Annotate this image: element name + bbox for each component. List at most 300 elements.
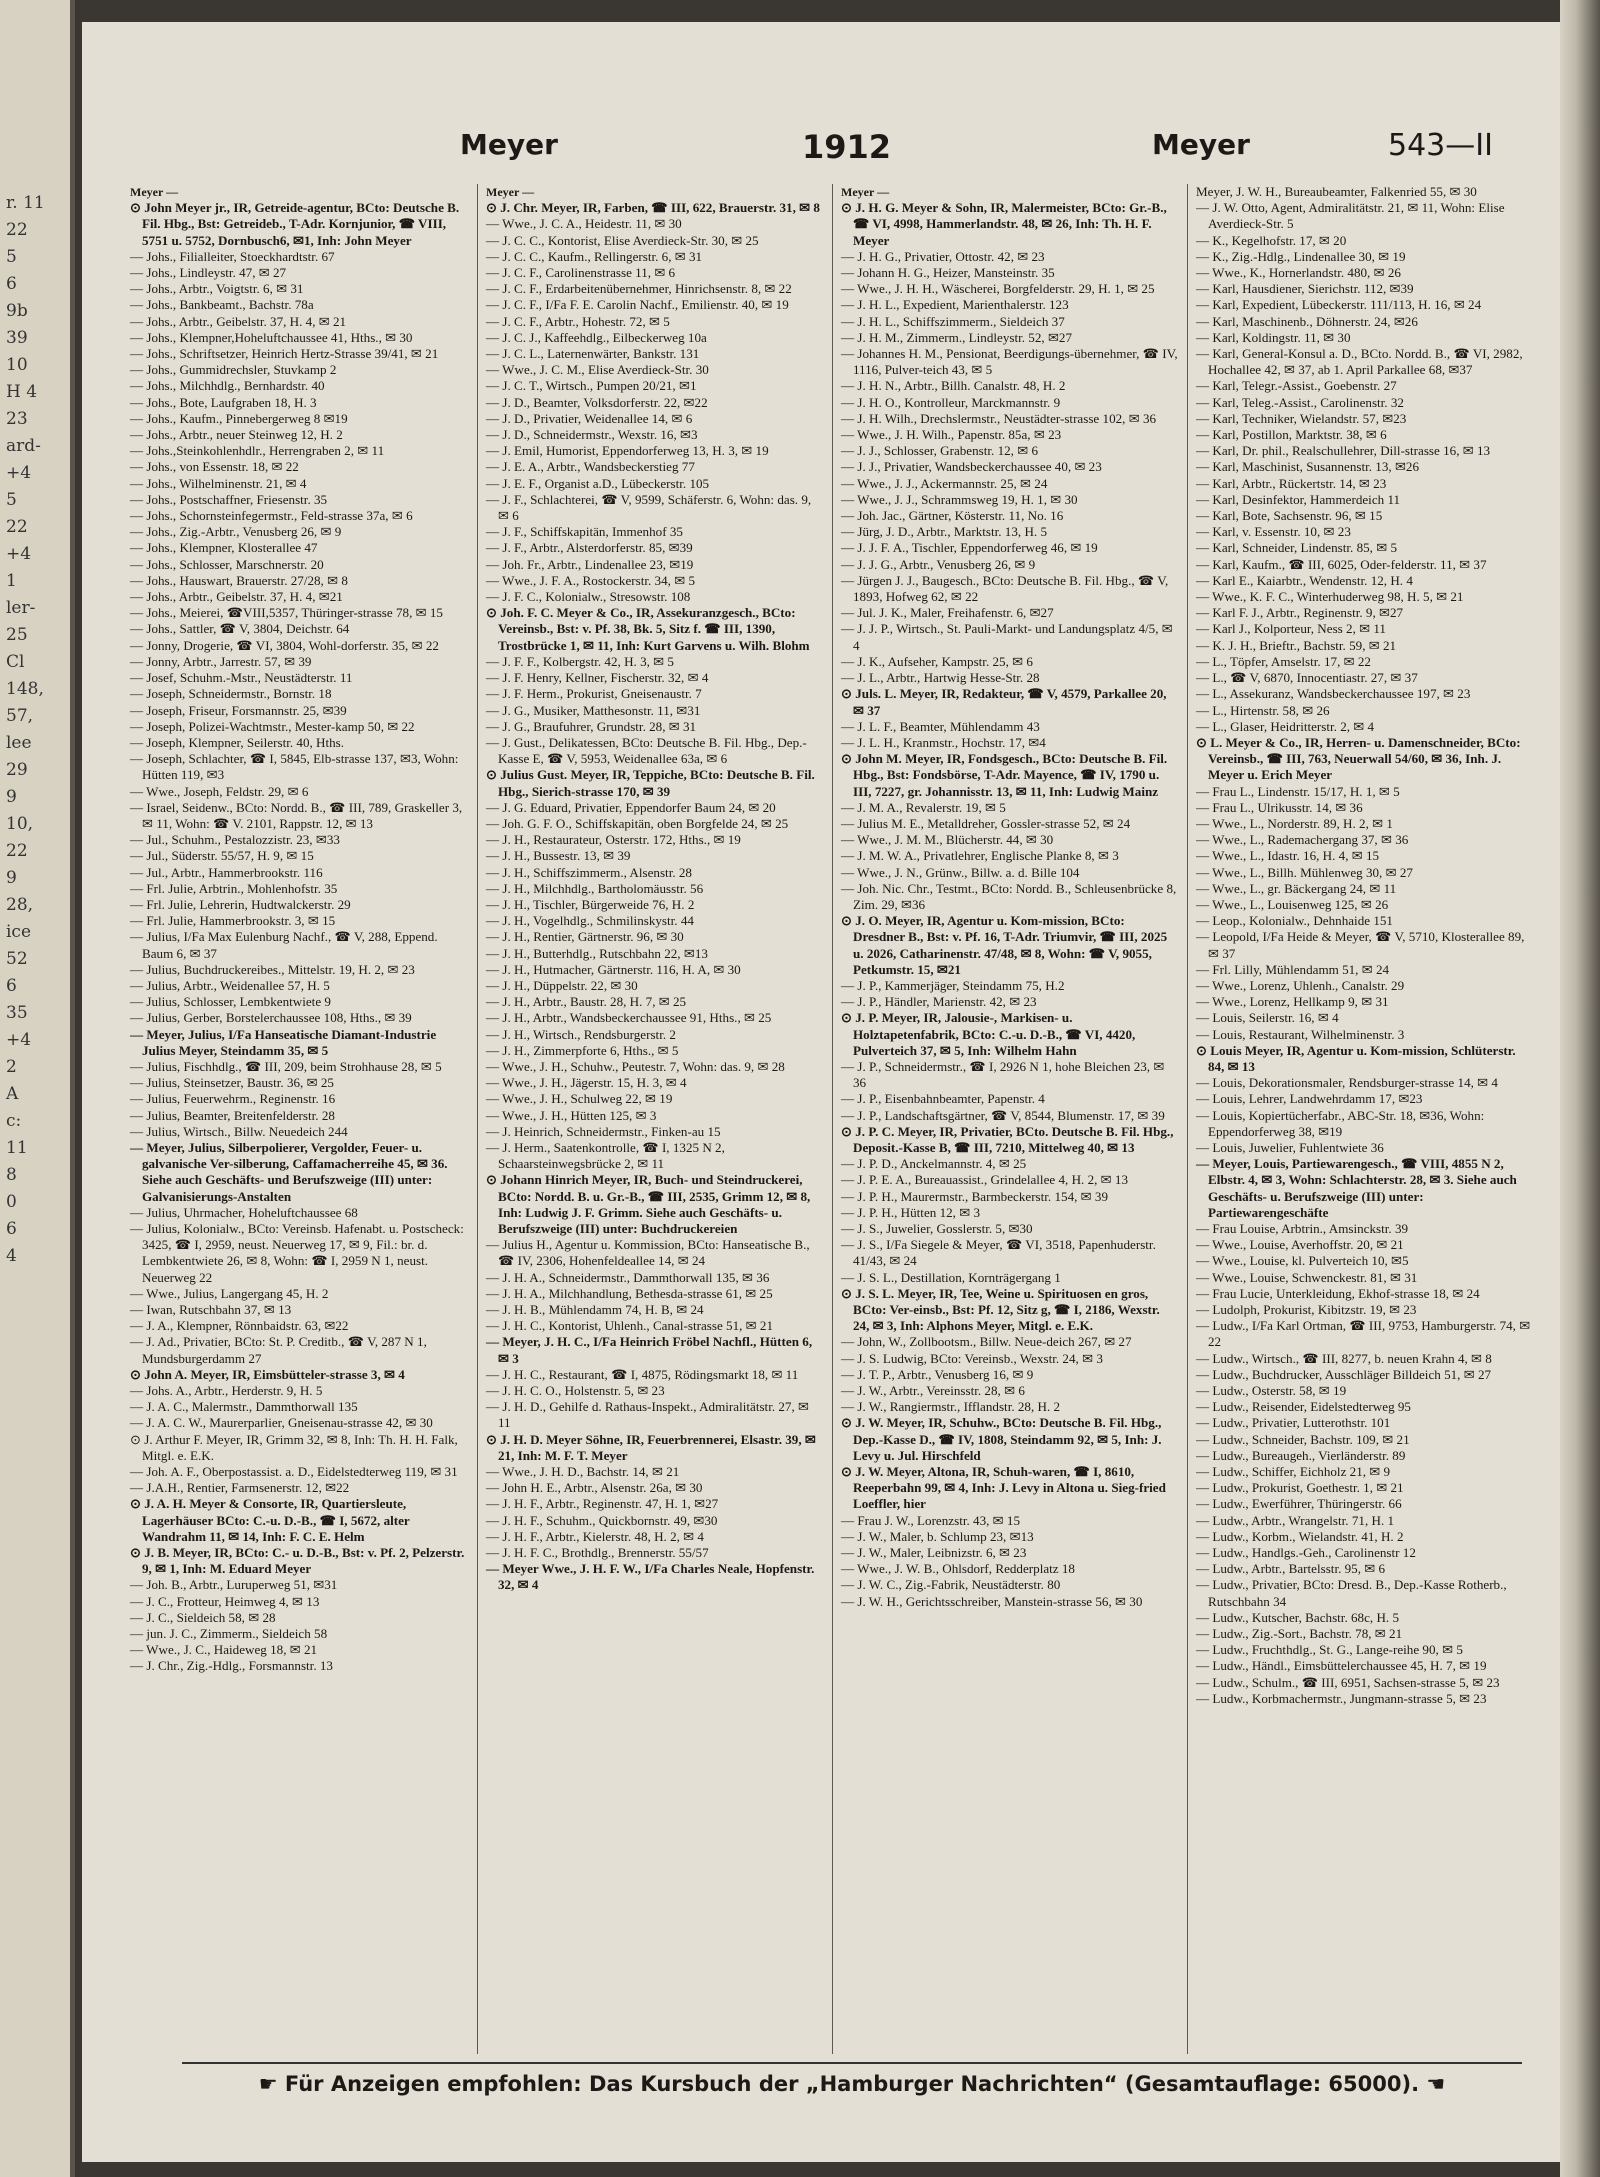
directory-entry: — Frau L., Lindenstr. 15/17, H. 1, ✉ 5 bbox=[1196, 783, 1400, 799]
directory-entry: — Wwe., J. J., Ackermannstr. 25, ✉ 24 bbox=[841, 475, 1048, 491]
directory-entry: — Johs. A., Arbtr., Herderstr. 9, H. 5 bbox=[130, 1383, 323, 1399]
directory-entry: — Julius, Fischhdlg., ☎ III, 209, beim Strohhause 28, ✉ 5 bbox=[130, 1058, 442, 1074]
directory-entry: — Ludw., Prokurist, Goethestr. 1, ✉ 21 bbox=[1196, 1480, 1404, 1496]
directory-entry: — Karl, Desinfektor, Hammerdeich 11 bbox=[1196, 491, 1401, 507]
directory-entry: — Johs., Schlosser, Marschnerstr. 20 bbox=[130, 556, 324, 572]
directory-entry: — Wwe., Louise, Schwenckestr. 81, ✉ 31 bbox=[1196, 1269, 1418, 1285]
directory-entry: — Joh. Fr., Arbtr., Lindenallee 23, ✉19 bbox=[486, 556, 694, 572]
directory-entry: — J. H. A., Milchhandlung, Bethesda-strasse 61, ✉ 25 bbox=[486, 1285, 773, 1301]
directory-entry: — Leopold, I/Fa Heide & Meyer, ☎ V, 5710, Klosterallee 89, ✉ 37 bbox=[1196, 929, 1525, 961]
directory-entry: — Julius, I/Fa Max Eulenburg Nachf., ☎ V, 288, Eppend. Baum 6, ✉ 37 bbox=[130, 929, 438, 961]
directory-entry: — J. H., Restaurateur, Osterstr. 172, Hths., ✉ 19 bbox=[486, 832, 741, 848]
directory-entry: — J. S., I/Fa Siegele & Meyer, ☎ VI, 3518, Papenhuderstr. 41/43, ✉ 24 bbox=[841, 1237, 1156, 1269]
directory-entry: — Wwe., K. F. C., Winterhuderweg 98, H. 5, ✉ 21 bbox=[1196, 589, 1464, 605]
directory-entry: — Ludw., Fruchthdlg., St. G., Lange-reihe 90, ✉ 5 bbox=[1196, 1642, 1463, 1658]
previous-page-fragment: 22 bbox=[6, 517, 28, 537]
directory-entry: — Karl, Kaufm., ☎ III, 6025, Oder-felderstr. 11, ✉ 37 bbox=[1196, 556, 1487, 572]
directory-entry: — J. C., Sieldeich 58, ✉ 28 bbox=[130, 1609, 276, 1625]
directory-entry: — Wwe., L., Norderstr. 89, H. 2, ✉ 1 bbox=[1196, 815, 1393, 831]
directory-entry: — L., Glaser, Heidritterstr. 2, ✉ 4 bbox=[1196, 718, 1375, 734]
previous-page-fragment: 0 bbox=[6, 1192, 17, 1212]
previous-page-fragment: ard- bbox=[6, 436, 41, 456]
directory-entry: — Karl, Dr. phil., Realschullehrer, Dill-strasse 16, ✉ 13 bbox=[1196, 443, 1491, 459]
previous-page-fragment: lee bbox=[6, 733, 32, 753]
directory-entry: — J. H., Schiffszimmerm., Alsenstr. 28 bbox=[486, 864, 692, 880]
directory-entry: — Johs., Milchhdlg., Bernhardstr. 40 bbox=[130, 378, 325, 394]
directory-entry: — Johs., Bankbeamt., Bachstr. 78a bbox=[130, 297, 314, 313]
directory-entry: — Wwe., Louise, Averhoffstr. 20, ✉ 21 bbox=[1196, 1237, 1404, 1253]
previous-page-fragment: 25 bbox=[6, 625, 28, 645]
directory-entry: — J. J. F. A., Tischler, Eppendorferweg 46, ✉ 19 bbox=[841, 540, 1098, 556]
directory-entry: — Ludw., Reisender, Eidelstedterweg 95 bbox=[1196, 1399, 1411, 1415]
directory-entry: — Karl, Teleg.-Assist., Carolinenstr. 32 bbox=[1196, 394, 1404, 410]
directory-entry: — John, W., Zollbootsm., Billw. Neue-deich 267, ✉ 27 bbox=[841, 1334, 1132, 1350]
directory-entry: — Julius, Beamter, Breitenfelderstr. 28 bbox=[130, 1107, 335, 1123]
directory-entry: — Johs., Postschaffner, Friesenstr. 35 bbox=[130, 491, 328, 507]
directory-entry: — J. F. Herm., Prokurist, Gneisenaustr. 7 bbox=[486, 686, 702, 702]
directory-entry: ⊙ J. Arthur F. Meyer, IR, Grimm 32, ✉ 8, Inh: Th. H. H. Falk, Mitgl. e. E.K. bbox=[130, 1431, 458, 1463]
directory-entry: — J. F. Henry, Kellner, Fischerstr. 32, ✉ 4 bbox=[486, 670, 709, 686]
directory-entry: — J. H. F., Arbtr., Kielerstr. 48, H. 2, ✉ 4 bbox=[486, 1528, 704, 1544]
firm-entry: ⊙ J. B. Meyer, IR, BCto: C.- u. D.-B., Bst: v. Pf. 2, Pelzerstr. 9, ✉ 1, Inh: M. Eduard Meyer bbox=[130, 1545, 465, 1577]
directory-entry: — K. J. H., Brieftr., Bachstr. 59, ✉ 21 bbox=[1196, 637, 1397, 653]
directory-entry: — Karl E., Kaiarbtr., Wendenstr. 12, H. 4 bbox=[1196, 572, 1413, 588]
directory-entry: — J. W., Arbtr., Vereinsstr. 28, ✉ 6 bbox=[841, 1383, 1025, 1399]
directory-entry: — Johs., Gummidrechsler, Stuvkamp 2 bbox=[130, 362, 337, 378]
directory-entry: — J. Chr., Zig.-Hdlg., Forsmannstr. 13 bbox=[130, 1658, 333, 1674]
page-number: 543—II bbox=[1388, 128, 1493, 163]
directory-entry: — J. H., Arbtr., Baustr. 28, H. 7, ✉ 25 bbox=[486, 994, 687, 1010]
directory-entry: — Frl. Julie, Arbtrin., Mohlenhofstr. 35 bbox=[130, 880, 338, 896]
directory-entry: — J. S. L., Destillation, Kornträgergang 1 bbox=[841, 1269, 1061, 1285]
directory-entry: — J. W. Otto, Agent, Admiralitätstr. 21, ✉ 11, Wohn: Elise Averdieck-Str. 5 bbox=[1196, 200, 1505, 232]
previous-page-fragment: 6 bbox=[6, 274, 17, 294]
directory-entry: — John H. E., Arbtr., Alsenstr. 26a, ✉ 30 bbox=[486, 1480, 703, 1496]
directory-entry: — Wwe., J. H. Wilh., Papenstr. 85a, ✉ 23 bbox=[841, 427, 1062, 443]
directory-entry: — Israel, Seidenw., BCto: Nordd. B., ☎ III, 789, Graskeller 3, ✉ 11, Wohn: ☎ V. 2101, Rappstr. 12, ✉ 13 bbox=[130, 799, 463, 831]
directory-entry: — Julius, Buchdruckereibes., Mittelstr. 19, H. 2, ✉ 23 bbox=[130, 961, 415, 977]
directory-entry: — Joseph, Klempner, Seilerstr. 40, Hths. bbox=[130, 734, 345, 750]
directory-entry: — J. C. F., Carolinenstrasse 11, ✉ 6 bbox=[486, 265, 676, 281]
firm-entry: ⊙ L. Meyer & Co., IR, Herren- u. Damenschneider, BCto: Vereinsb., ☎ III, 763, Neuerwall 54/60, ✉ 36, Inh. J. Meyer u. Erich Meyer bbox=[1196, 734, 1521, 783]
directory-entry: — J. H. M., Zimmerm., Lindleystr. 52, ✉27 bbox=[841, 329, 1073, 345]
directory-entry: — J. H., Düppelstr. 22, ✉ 30 bbox=[486, 977, 638, 993]
previous-page-fragment: +4 bbox=[6, 463, 32, 483]
directory-entry: — J. C. F., I/Fa F. E. Carolin Nachf., Emilienstr. 40, ✉ 19 bbox=[486, 297, 789, 313]
firm-entry: ⊙ J. W. Meyer, Altona, IR, Schuh-waren, ☎ I, 8610, Reeperbahn 99, ✉ 4, Inh: J. Levy in Altona u. Sieg-fried Loeffler, hier bbox=[841, 1464, 1166, 1512]
directory-entry: — J. H., Wirtsch., Rendsburgerstr. 2 bbox=[486, 1026, 676, 1042]
directory-entry: — Ludw., Wirtsch., ☎ III, 8277, b. neuen Krahn 4, ✉ 8 bbox=[1196, 1350, 1492, 1366]
directory-entry: — J. J. P., Wirtsch., St. Pauli-Markt- und Landungsplatz 4/5, ✉ 4 bbox=[841, 621, 1173, 653]
previous-page-fragment: 6 bbox=[6, 1219, 17, 1239]
directory-entry: — J. H. C. O., Holstenstr. 5, ✉ 23 bbox=[486, 1383, 665, 1399]
directory-entry: — Ludw., Privatier, Lutterothstr. 101 bbox=[1196, 1415, 1391, 1431]
directory-entry: — Wwe., J. C. A., Heidestr. 11, ✉ 30 bbox=[486, 216, 682, 232]
firm-entry: — Meyer, Louis, Partiewarengesch., ☎ VIII, 4855 N 2, Elbstr. 4, ✉ 3, Wohn: Schlachterstr. 28, ✉ 3. Siehe auch Geschäfts- u. Berufszweige (III) unter: Partiewarengeschäfte bbox=[1196, 1156, 1517, 1220]
directory-entry: — J. H., Rentier, Gärtnerstr. 96, ✉ 30 bbox=[486, 929, 684, 945]
directory-entry: — J. H. F., Schuhm., Quickbornstr. 49, ✉30 bbox=[486, 1512, 718, 1528]
directory-entry: — J. H., Vogelhdlg., Schmilinskystr. 44 bbox=[486, 913, 694, 929]
directory-entry: — Julius, Arbtr., Weidenallee 57, H. 5 bbox=[130, 977, 330, 993]
previous-page-fragment: 5 bbox=[6, 490, 17, 510]
directory-entry: — J. A., Klempner, Rönnbaidstr. 63, ✉22 bbox=[130, 1318, 349, 1334]
firm-entry: ⊙ Johann Hinrich Meyer, IR, Buch- und Steindruckerei, BCto: Nordd. B. u. Gr.-B., ☎ III, 2535, Grimm 12, ✉ 8, Inh: Ludwig J. F. Grimm. Siehe auch Geschäfts- u. Berufszweige (III) unter: Buchdruckereien bbox=[486, 1172, 811, 1236]
directory-entry: — J. M. A., Revalerstr. 19, ✉ 5 bbox=[841, 799, 1006, 815]
directory-entry: — Jul., Arbtr., Hammerbrookstr. 116 bbox=[130, 864, 323, 880]
previous-page-fragment: ler- bbox=[6, 598, 36, 618]
previous-page-fragment: 8 bbox=[6, 1165, 17, 1185]
directory-entry: — Wwe., Louise, kl. Pulverteich 10, ✉5 bbox=[1196, 1253, 1409, 1269]
directory-entry: — L., Töpfer, Amselstr. 17, ✉ 22 bbox=[1196, 653, 1371, 669]
directory-entry: — Ludw., Kutscher, Bachstr. 68c, H. 5 bbox=[1196, 1609, 1399, 1625]
directory-entry: — J. J., Schlosser, Grabenstr. 12, ✉ 6 bbox=[841, 443, 1039, 459]
column-1 bbox=[122, 184, 477, 2054]
directory-entry: — Julius, Kolonialw., BCto: Vereinsb. Hafenabt. u. Postscheck: 3425, ☎ I, 2959, neust. Neuerweg 17, ✉ 9, Fil.: br. d. Lembkentwiete 26, ✉ 8, Wohn: ☎ I, 2959 N 1, neust. Neuerweg 22 bbox=[130, 1221, 464, 1285]
directory-entry: — Johs., Arbtr., neuer Steinweg 12, H. 2 bbox=[130, 427, 343, 443]
directory-entry: — Louis, Kopiertücherfabr., ABC-Str. 18, ✉36, Wohn: Eppendorferweg 38, ✉19 bbox=[1196, 1107, 1485, 1139]
directory-entry: — Julius, Steinsetzer, Baustr. 36, ✉ 25 bbox=[130, 1075, 334, 1091]
directory-entry: — Ludw., Schneider, Bachstr. 109, ✉ 21 bbox=[1196, 1431, 1410, 1447]
directory-entry: — K., Kegelhofstr. 17, ✉ 20 bbox=[1196, 232, 1347, 248]
directory-entry: Meyer, J. W. H., Bureaubeamter, Falkenried 55, ✉ 30 bbox=[1196, 184, 1477, 199]
directory-entry: — Wwe., J. H., Jägerstr. 15, H. 3, ✉ 4 bbox=[486, 1075, 687, 1091]
directory-entry: — Ludw., Arbtr., Bartelsstr. 95, ✉ 6 bbox=[1196, 1561, 1386, 1577]
directory-entry: — J. A. C., Malermstr., Dammthorwall 135 bbox=[130, 1399, 358, 1415]
directory-entry: — J. D., Privatier, Weidenallee 14, ✉ 6 bbox=[486, 410, 693, 426]
previous-page-fragment: 9b bbox=[6, 301, 28, 321]
directory-entry: — Wwe., L., Louisenweg 125, ✉ 26 bbox=[1196, 896, 1389, 912]
directory-entry: — J.A.H., Rentier, Farmsenerstr. 12, ✉22 bbox=[130, 1480, 350, 1496]
directory-entry: — Julius, Gerber, Borstelerchaussee 108, Hths., ✉ 39 bbox=[130, 1010, 412, 1026]
directory-entry: — Johs., Filialleiter, Stoeckhardtstr. 67 bbox=[130, 248, 335, 264]
directory-entry: — Johs., Klempner, Klosterallee 47 bbox=[130, 540, 318, 556]
directory-entry: — Ludw., Osterstr. 58, ✉ 19 bbox=[1196, 1383, 1347, 1399]
directory-entry: — Julius, Uhrmacher, Hoheluftchaussee 68 bbox=[130, 1204, 358, 1220]
directory-entry: — Johs., Schriftsetzer, Heinrich Hertz-Strasse 39/41, ✉ 21 bbox=[130, 346, 439, 362]
directory-entry: — J. S. Ludwig, BCto: Vereinsb., Wexstr. 24, ✉ 3 bbox=[841, 1350, 1103, 1366]
directory-entry: — Karl, General-Konsul a. D., BCto. Nordd. B., ☎ VI, 2982, Hochallee 42, ✉ 37, ab 1. April Parkallee 68, ✉37 bbox=[1196, 346, 1523, 378]
directory-entry: — J. Emil, Humorist, Eppendorferweg 13, H. 3, ✉ 19 bbox=[486, 443, 769, 459]
directory-entry: — J. H. D., Gehilfe d. Rathaus-Inspekt., Admiralitätstr. 27, ✉ 11 bbox=[486, 1399, 809, 1431]
directory-entry: — J. P., Kammerjäger, Steindamm 75, H.2 bbox=[841, 977, 1065, 993]
directory-entry: — Wwe., Lorenz, Uhlenh., Canalstr. 29 bbox=[1196, 977, 1405, 993]
directory-entry: — J. D., Schneidermstr., Wexstr. 16, ✉3 bbox=[486, 427, 698, 443]
directory-entry: — Wwe., J. H. H., Wäscherei, Borgfelderstr. 29, H. 1, ✉ 25 bbox=[841, 281, 1155, 297]
directory-entry: — Wwe., J. H., Hütten 125, ✉ 3 bbox=[486, 1107, 657, 1123]
directory-entry: — J. P. H., Hütten 12, ✉ 3 bbox=[841, 1204, 981, 1220]
directory-entry: — Karl, Expedient, Lübeckerstr. 111/113, H. 16, ✉ 24 bbox=[1196, 297, 1482, 313]
directory-entry: — Leop., Kolonialw., Dehnhaide 151 bbox=[1196, 913, 1393, 929]
directory-entry: — Karl F. J., Arbtr., Reginenstr. 9, ✉27 bbox=[1196, 605, 1404, 621]
directory-entry: — J. C. J., Kaffeehdlg., Eilbeckerweg 10a bbox=[486, 329, 707, 345]
previous-page-fragments bbox=[0, 0, 70, 1270]
directory-entry: — Iwan, Rutschbahn 37, ✉ 13 bbox=[130, 1302, 292, 1318]
column-heading: Meyer — bbox=[841, 185, 890, 199]
column-heading: Meyer — bbox=[486, 185, 535, 199]
directory-entry: — Wwe., J. F. A., Rostockerstr. 34, ✉ 5 bbox=[486, 572, 695, 588]
directory-entry: — J. C. C., Kontorist, Elise Averdieck-Str. 30, ✉ 25 bbox=[486, 232, 759, 248]
previous-page-fragment: c: bbox=[6, 1111, 22, 1131]
directory-entry: — J. C. C., Kaufm., Rellingerstr. 6, ✉ 31 bbox=[486, 248, 703, 264]
directory-entry: — J. G. Eduard, Privatier, Eppendorfer Baum 24, ✉ 20 bbox=[486, 799, 776, 815]
previous-page-fragment: 6 bbox=[6, 976, 17, 996]
directory-entry: — J. G., Braufuhrer, Grundstr. 28, ✉ 31 bbox=[486, 718, 697, 734]
directory-entry: — Louis, Seilerstr. 16, ✉ 4 bbox=[1196, 1010, 1339, 1026]
directory-entry: — Jonny, Arbtr., Jarrestr. 57, ✉ 39 bbox=[130, 653, 312, 669]
directory-entry: — J. L., Arbtr., Hartwig Hesse-Str. 28 bbox=[841, 670, 1040, 686]
directory-entry: — J. W., Rangiermstr., Ifflandstr. 28, H. 2 bbox=[841, 1399, 1061, 1415]
directory-entry: — J. C. F., Arbtr., Hohestr. 72, ✉ 5 bbox=[486, 313, 670, 329]
firm-entry: ⊙ J. W. Meyer, IR, Schuhw., BCto: Deutsche B. Fil. Hbg., Dep.-Kasse D., ☎ IV, 1808, Steindamm 92, ✉ 5, Inh: J. Levy u. Jul. Hirschfeld bbox=[841, 1415, 1162, 1463]
directory-entry: — J. E. F., Organist a.D., Lübeckerstr. 105 bbox=[486, 475, 710, 491]
directory-entry: — Louis, Lehrer, Landwehrdamm 17, ✉23 bbox=[1196, 1091, 1423, 1107]
directory-entry: — Johs., Schornsteinfegermstr., Feld-strasse 37a, ✉ 6 bbox=[130, 508, 413, 524]
directory-entry: — Ludw., Ewerführer, Thüringerstr. 66 bbox=[1196, 1496, 1402, 1512]
directory-entry: — Johs., Zig.-Arbtr., Venusberg 26, ✉ 9 bbox=[130, 524, 342, 540]
directory-entry: — Wwe., K., Hornerlandstr. 480, ✉ 26 bbox=[1196, 265, 1401, 281]
directory-entry: — Karl, Koldingstr. 11, ✉ 30 bbox=[1196, 329, 1351, 345]
previous-page-fragment: A bbox=[6, 1084, 19, 1104]
directory-entry: — Frau Louise, Arbtrin., Amsinckstr. 39 bbox=[1196, 1221, 1409, 1236]
previous-page-fragment: H 4 bbox=[6, 382, 38, 402]
previous-page-fragment: 11 bbox=[6, 1138, 28, 1158]
header-left-name: Meyer bbox=[460, 128, 558, 161]
directory-entry: — J. P. H., Maurermstr., Barmbeckerstr. 154, ✉ 39 bbox=[841, 1188, 1108, 1204]
directory-entry: — Joh. Jac., Gärtner, Kösterstr. 11, No. 16 bbox=[841, 508, 1064, 524]
directory-entry: — J. J., Privatier, Wandsbeckerchaussee 40, ✉ 23 bbox=[841, 459, 1102, 475]
directory-entry: — J. H., Bussestr. 13, ✉ 39 bbox=[486, 848, 631, 864]
previous-page-fragment: 5 bbox=[6, 247, 17, 267]
directory-entry: — Frl. Julie, Lehrerin, Hudtwalckerstr. 29 bbox=[130, 896, 351, 912]
directory-entry: — J. H. O., Kontrolleur, Marckmannstr. 9 bbox=[841, 394, 1061, 410]
directory-entry: — J. P. E. A., Bureauassist., Grindelallee 4, H. 2, ✉ 13 bbox=[841, 1172, 1129, 1188]
directory-entry: — Jürgen J. J., Baugesch., BCto: Deutsche B. Fil. Hbg., ☎ V, 1893, Hofweg 62, ✉ 22 bbox=[841, 572, 1169, 605]
directory-entry: — J. D., Beamter, Volksdorferstr. 22, ✉22 bbox=[486, 394, 708, 410]
directory-entry: — Ludw., Korbmachermstr., Jungmann-strasse 5, ✉ 23 bbox=[1196, 1690, 1487, 1706]
directory-entry: — Ludw., I/Fa Karl Ortman, ☎ III, 9753, Hamburgerstr. 74, ✉ 22 bbox=[1196, 1318, 1531, 1350]
directory-entry: — Johann H. G., Heizer, Mansteinstr. 35 bbox=[841, 265, 1055, 281]
directory-entry: — Ludw., Arbtr., Wrangelstr. 71, H. 1 bbox=[1196, 1512, 1395, 1528]
directory-entry: — J. H. Wilh., Drechslermstr., Neustädter-strasse 102, ✉ 36 bbox=[841, 410, 1157, 426]
footer-advertisement bbox=[182, 2062, 1522, 2112]
directory-entry: — Wwe., J. H., Schulweg 22, ✉ 19 bbox=[486, 1091, 673, 1107]
directory-entry: — J. W. C., Zig.-Fabrik, Neustädterstr. 80 bbox=[841, 1577, 1061, 1593]
directory-entry: — Jonny, Drogerie, ☎ VI, 3804, Wohl-dorferstr. 35, ✉ 22 bbox=[130, 637, 439, 653]
directory-entry: — Johs., Hauswart, Brauerstr. 27/28, ✉ 8 bbox=[130, 572, 348, 588]
directory-entry: — J. H. N., Arbtr., Billh. Canalstr. 48, H. 2 bbox=[841, 378, 1066, 394]
directory-entry: — Jul. J. K., Maler, Freihafenstr. 6, ✉27 bbox=[841, 605, 1054, 621]
directory-entry: — Louis, Juwelier, Fuhlentwiete 36 bbox=[1196, 1139, 1384, 1155]
previous-page-fragment: 9 bbox=[6, 787, 17, 807]
directory-entry: — Frl. Julie, Hammerbrookstr. 3, ✉ 15 bbox=[130, 913, 336, 929]
previous-page-fragment: 10, bbox=[6, 814, 34, 834]
column-heading: Meyer — bbox=[130, 185, 179, 199]
directory-entry: — Wwe., L., Rademachergang 37, ✉ 36 bbox=[1196, 832, 1409, 848]
directory-entry: — Ludw., Händl., Eimsbüttelerchaussee 45, H. 7, ✉ 19 bbox=[1196, 1658, 1487, 1674]
directory-entry: — J. S., Juwelier, Gosslerstr. 5, ✉30 bbox=[841, 1221, 1033, 1236]
directory-entry: — J. H. A., Schneidermstr., Dammthorwall 135, ✉ 36 bbox=[486, 1269, 770, 1285]
previous-page-fragment: +4 bbox=[6, 1030, 32, 1050]
directory-entry: — Johs., Arbtr., Geibelstr. 37, H. 4, ✉ 21 bbox=[130, 313, 347, 329]
directory-entry: — Karl, Postillon, Marktstr. 38, ✉ 6 bbox=[1196, 427, 1387, 443]
directory-entry: — J. L. F., Beamter, Mühlendamm 43 bbox=[841, 718, 1040, 734]
firm-entry: ⊙ Juls. L. Meyer, IR, Redakteur, ☎ V, 4579, Parkallee 20, ✉ 37 bbox=[841, 686, 1167, 718]
directory-entry: — J. P., Landschaftsgärtner, ☎ V, 8544, Blumenstr. 17, ✉ 39 bbox=[841, 1107, 1165, 1123]
firm-entry: ⊙ John A. Meyer, IR, Eimsbütteler-strasse 3, ✉ 4 bbox=[130, 1366, 405, 1382]
directory-entry: — Josef, Schuhm.-Mstr., Neustädterstr. 11 bbox=[130, 670, 353, 686]
previous-page-fragment: 9 bbox=[6, 868, 17, 888]
directory-entry: — Joh. G. F. O., Schiffskapitän, oben Borgfelde 24, ✉ 25 bbox=[486, 815, 789, 831]
directory-entry: — Ludw., Korbm., Wielandstr. 41, H. 2 bbox=[1196, 1528, 1404, 1544]
directory-entry: — J. P. D., Anckelmannstr. 4, ✉ 25 bbox=[841, 1156, 1027, 1172]
previous-page-fragment: 23 bbox=[6, 409, 28, 429]
directory-entry: — Joseph, Schlachter, ☎ I, 5845, Elb-strasse 137, ✉3, Wohn: Hütten 119, ✉3 bbox=[130, 751, 459, 783]
firm-entry: ⊙ John Meyer jr., IR, Getreide-agentur, BCto: Deutsche B. Fil. Hbg., Bst: Getreideb., T-Adr. Kornjunior, ☎ VIII, 5751 u. 5752, Dornbusch6, ✉1, Inh: John Meyer bbox=[130, 200, 460, 248]
directory-entry: — J. P., Schneidermstr., ☎ I, 2926 N 1, hohe Bleichen 23, ✉ 36 bbox=[841, 1058, 1165, 1091]
directory-entry: — Wwe., J. C., Haideweg 18, ✉ 21 bbox=[130, 1642, 318, 1658]
directory-entry: — J. C. L., Laternenwärter, Bankstr. 131 bbox=[486, 346, 700, 362]
directory-entry: — Julius, Feuerwehrm., Reginenstr. 16 bbox=[130, 1091, 336, 1107]
directory-entry: — J. Gust., Delikatessen, BCto: Deutsche B. Fil. Hbg., Dep.-Kasse E, ☎ V, 5953, Weidenallee 63a, ✉ 6 bbox=[486, 734, 807, 767]
directory-entry: — J. M. W. A., Privatlehrer, Englische Planke 8, ✉ 3 bbox=[841, 848, 1119, 864]
directory-entry: — J. C. T., Wirtsch., Pumpen 20/21, ✉1 bbox=[486, 378, 697, 394]
previous-page-fragment: 39 bbox=[6, 328, 28, 348]
firm-entry: ⊙ J. Chr. Meyer, IR, Farben, ☎ III, 622, Brauerstr. 31, ✉ 8 bbox=[486, 200, 820, 216]
directory-entry: — J. J. G., Arbtr., Venusberg 26, ✉ 9 bbox=[841, 556, 1036, 572]
directory-entry: — J. H. F. C., Brothdlg., Brennerstr. 55/57 bbox=[486, 1545, 709, 1561]
directory-entry: — J. H. C., Kontorist, Uhlenh., Canal-strasse 51, ✉ 21 bbox=[486, 1318, 774, 1334]
previous-page-fragment: 29 bbox=[6, 760, 28, 780]
directory-entry: — J. C. F., Erdarbeitenübernehmer, Hinrichsenstr. 8, ✉ 22 bbox=[486, 281, 792, 297]
directory-entry: — Jul., Süderstr. 55/57, H. 9, ✉ 15 bbox=[130, 848, 314, 864]
page-edge-shadow bbox=[1560, 0, 1600, 2177]
previous-page-fragment: 28, bbox=[6, 895, 34, 915]
directory-entry: — Johs., von Essenstr. 18, ✉ 22 bbox=[130, 459, 299, 475]
column-3 bbox=[832, 184, 1187, 2054]
firm-entry: ⊙ Julius Gust. Meyer, IR, Teppiche, BCto: Deutsche B. Fil. Hbg., Sierich-strasse 170, ✉ 39 bbox=[486, 767, 815, 799]
directory-entry: — Wwe., Lorenz, Hellkamp 9, ✉ 31 bbox=[1196, 994, 1389, 1010]
header-right-name: Meyer bbox=[1152, 128, 1250, 161]
directory-entry: — L., Assekuranz, Wandsbeckerchaussee 197, ✉ 23 bbox=[1196, 686, 1471, 702]
previous-page-fragment: 57, bbox=[6, 706, 34, 726]
previous-page-fragment: ice bbox=[6, 922, 32, 942]
directory-entry: — J. C., Frotteur, Heimweg 4, ✉ 13 bbox=[130, 1593, 320, 1609]
directory-entry: — Frau Lucie, Unterkleidung, Ekhof-strasse 18, ✉ 24 bbox=[1196, 1285, 1480, 1301]
firm-entry: ⊙ J. P. Meyer, IR, Jalousie-, Markisen- u. Holztapetenfabrik, BCto: C.-u. D.-B., ☎ VI, 4420, Pulverteich 37, ✉ 5, Inh: Wilhelm Hahn bbox=[841, 1010, 1136, 1058]
directory-entry: — Wwe., J. M. M., Blücherstr. 44, ✉ 30 bbox=[841, 832, 1054, 848]
previous-page-fragment: 35 bbox=[6, 1003, 28, 1023]
previous-page-fragment: 10 bbox=[6, 355, 28, 375]
directory-entry: — Frl. Lilly, Mühlendamm 51, ✉ 24 bbox=[1196, 961, 1390, 977]
directory-entry: — J. W. H., Gerichtsschreiber, Manstein-strasse 56, ✉ 30 bbox=[841, 1593, 1143, 1609]
firm-entry: ⊙ J. H. G. Meyer & Sohn, IR, Malermeister, BCto: Gr.-B., ☎ VI, 4998, Hammerlandstr. 48, ✉ 26, Inh: Th. H. F. Meyer bbox=[841, 200, 1167, 248]
footer-text: ☛ Für Anzeigen empfohlen: Das Kursbuch der „Hamburger Nachrichten“ (Gesamtauflage: 65000). ☚ bbox=[258, 2072, 1446, 2096]
previous-page-fragment: +4 bbox=[6, 544, 32, 564]
firm-entry: ⊙ J. S. L. Meyer, IR, Tee, Weine u. Spirituosen en gros, BCto: Ver-einsb., Bst: Pf. 12, Sitz g, ☎ I, 2186, Wexstr. 24, ✉ 3, Inh: Alphons Meyer, Mitgl. e. E.K. bbox=[841, 1285, 1160, 1334]
directory-entry: — Julius M. E., Metalldreher, Gossler-strasse 52, ✉ 24 bbox=[841, 815, 1131, 831]
directory-entry: — J. H., Hutmacher, Gärtnerstr. 116, H. A, ✉ 30 bbox=[486, 961, 741, 977]
directory-entry: — Joh. Nic. Chr., Testmt., BCto: Nordd. B., Schleusenbrücke 8, Zim. 29, ✉36 bbox=[841, 880, 1177, 912]
previous-page-fragment: 4 bbox=[6, 1246, 17, 1266]
directory-entry: — J. H., Tischler, Bürgerweide 76, H. 2 bbox=[486, 896, 695, 912]
directory-entry: — Joh. B., Arbtr., Luruperweg 51, ✉31 bbox=[130, 1577, 338, 1593]
previous-page-fragment: 22 bbox=[6, 220, 28, 240]
directory-columns bbox=[122, 184, 1542, 2054]
directory-entry: — J. F. F., Kolbergstr. 42, H. 3, ✉ 5 bbox=[486, 653, 674, 669]
directory-entry: — J. T. P., Arbtr., Venusberg 16, ✉ 9 bbox=[841, 1366, 1034, 1382]
column-2 bbox=[477, 184, 832, 2054]
firm-entry: ⊙ Joh. F. C. Meyer & Co., IR, Assekuranzgesch., BCto: Vereinsb., Bst: v. Pf. 38, Bk. 5, Sitz f. ☎ III, 1390, Trostbrücke 1, ✉ 11, Inh: Kurt Garvens u. Wilh. Blohm bbox=[486, 605, 810, 653]
directory-entry: — Johs., Wilhelminenstr. 21, ✉ 4 bbox=[130, 475, 307, 491]
directory-entry: — J. H. G., Privatier, Ottostr. 42, ✉ 23 bbox=[841, 248, 1045, 264]
directory-entry: — Joseph, Friseur, Forsmannstr. 25, ✉39 bbox=[130, 702, 347, 718]
directory-entry: — J. W., Maler, Leibnizstr. 6, ✉ 23 bbox=[841, 1545, 1027, 1561]
directory-entry: — Ludw., Schiffer, Eichholz 21, ✉ 9 bbox=[1196, 1464, 1391, 1480]
directory-entry: — J. F. C., Kolonialw., Stresowstr. 108 bbox=[486, 589, 691, 605]
directory-entry: — Johs., Arbtr., Voigtstr. 6, ✉ 31 bbox=[130, 281, 304, 297]
directory-entry: — Johs., Meierei, ☎VIII,5357, Thüringer-strasse 78, ✉ 15 bbox=[130, 605, 443, 621]
directory-entry: — Johs., Sattler, ☎ V, 3804, Deichstr. 64 bbox=[130, 621, 350, 637]
firm-entry: ⊙ J. A. H. Meyer & Consorte, IR, Quartiersleute, Lagerhäuser BCto: C.-u. D.-B., ☎ I, 5672, alter Wandrahm 11, ✉ 14, Inh: F. C. E. Helm bbox=[130, 1496, 410, 1544]
directory-entry: — Karl, Telegr.-Assist., Goebenstr. 27 bbox=[1196, 378, 1397, 394]
directory-entry: — J. K., Aufseher, Kampstr. 25, ✉ 6 bbox=[841, 653, 1033, 669]
directory-entry: — Johannes H. M., Pensionat, Beerdigungs-übernehmer, ☎ IV, 1116, Pulver-teich 43, ✉ 5 bbox=[841, 346, 1178, 378]
directory-entry: — Joseph, Schneidermstr., Bornstr. 18 bbox=[130, 686, 332, 702]
directory-entry: — J. F., Schlachterei, ☎ V, 9599, Schäferstr. 6, Wohn: das. 9, ✉ 6 bbox=[486, 491, 812, 524]
directory-entry: — Karl, Maschinist, Susannenstr. 13, ✉26 bbox=[1196, 459, 1420, 475]
directory-entry: — Wwe., L., Billh. Mühlenweg 30, ✉ 27 bbox=[1196, 864, 1413, 880]
directory-entry: — J. G., Musiker, Matthesonstr. 11, ✉31 bbox=[486, 702, 701, 718]
previous-page-fragment: 52 bbox=[6, 949, 28, 969]
directory-entry: — Wwe., J. J., Schrammsweg 19, H. 1, ✉ 30 bbox=[841, 491, 1078, 507]
directory-entry: — Wwe., J. W. B., Ohlsdorf, Redderplatz 18 bbox=[841, 1561, 1075, 1577]
directory-entry: — J. H. L., Expedient, Marienthalerstr. 123 bbox=[841, 297, 1069, 313]
directory-entry: — Wwe., J. C. M., Elise Averdieck-Str. 30 bbox=[486, 362, 709, 378]
directory-entry: — Ludw., Zig.-Sort., Bachstr. 78, ✉ 21 bbox=[1196, 1626, 1403, 1642]
directory-entry: — Julius, Schlosser, Lembkentwiete 9 bbox=[130, 994, 331, 1010]
directory-entry: — Jürg, J. D., Arbtr., Marktstr. 13, H. 5 bbox=[841, 524, 1047, 540]
directory-entry: — Ludw., Privatier, BCto: Dresd. B., Dep.-Kasse Rotherb., Rutschbahn 34 bbox=[1196, 1577, 1507, 1609]
previous-page-fragment: 2 bbox=[6, 1057, 17, 1077]
previous-page-fragment: r. 11 bbox=[6, 193, 45, 213]
page-header bbox=[122, 114, 1522, 174]
directory-entry: — J. H. B., Mühlendamm 74, H. B, ✉ 24 bbox=[486, 1302, 704, 1318]
firm-entry: ⊙ Louis Meyer, IR, Agentur u. Kom-mission, Schlüterstr. 84, ✉ 13 bbox=[1196, 1042, 1516, 1074]
directory-entry: — Johs., Bote, Laufgraben 18, H. 3 bbox=[130, 394, 317, 410]
directory-entry: — Wwe., J. H., Schuhw., Peutestr. 7, Wohn: das. 9, ✉ 28 bbox=[486, 1058, 785, 1074]
firm-entry: — Meyer, Julius, I/Fa Hanseatische Diamant-Industrie Julius Meyer, Steindamm 35, ✉ 5 bbox=[130, 1026, 437, 1058]
directory-entry: — J. A. C. W., Maurerparlier, Gneisenau-strasse 42, ✉ 30 bbox=[130, 1415, 433, 1431]
directory-entry: — Ludw., Buchdrucker, Ausschläger Billdeich 51, ✉ 27 bbox=[1196, 1366, 1492, 1382]
directory-entry: — Wwe., Julius, Langergang 45, H. 2 bbox=[130, 1285, 329, 1301]
directory-entry: — Louis, Dekorationsmaler, Rendsburger-strasse 14, ✉ 4 bbox=[1196, 1075, 1498, 1091]
directory-entry: — L., Hirtenstr. 58, ✉ 26 bbox=[1196, 702, 1330, 718]
firm-entry: ⊙ John M. Meyer, IR, Fondsgesch., BCto: Deutsche B. Fil. Hbg., Bst: Fondsbörse, T-Adr. Mayence, ☎ IV, 1790 u. III, 7227, gr. Johannisstr. 13, ✉ 11, Inh: Ludwig Mainz bbox=[841, 751, 1168, 799]
directory-entry: — J. W., Maler, b. Schlump 23, ✉13 bbox=[841, 1528, 1034, 1544]
directory-entry: — Karl J., Kolporteur, Ness 2, ✉ 11 bbox=[1196, 621, 1386, 637]
directory-entry: — Karl, Techniker, Wielandstr. 57, ✉23 bbox=[1196, 410, 1407, 426]
directory-page bbox=[82, 22, 1580, 2162]
directory-entry: — J. H., Milchhdlg., Bartholomäusstr. 56 bbox=[486, 880, 704, 896]
directory-entry: — jun. J. C., Zimmerm., Sieldeich 58 bbox=[130, 1626, 328, 1642]
directory-entry: — Joseph, Polizei-Wachtmstr., Mester-kamp 50, ✉ 22 bbox=[130, 718, 415, 734]
directory-entry: — Louis, Restaurant, Wilhelminenstr. 3 bbox=[1196, 1026, 1405, 1042]
firm-entry: — Meyer, Julius, Silberpolierer, Vergolder, Feuer- u. galvanische Ver-silberung, Caffamacherreihe 45, ✉ 36. Siehe auch Geschäfts- und Berufszweige (III) unter: Galvanisierungs-Anstalten bbox=[130, 1139, 448, 1204]
directory-entry: — Ludw., Handlgs.-Geh., Carolinenstr 12 bbox=[1196, 1545, 1416, 1561]
directory-entry: — J. H., Zimmerpforte 6, Hths., ✉ 5 bbox=[486, 1042, 679, 1058]
directory-entry: — Wwe., L., Idastr. 16, H. 4, ✉ 15 bbox=[1196, 848, 1380, 864]
directory-entry: — Frau L., Ulrikusstr. 14, ✉ 36 bbox=[1196, 799, 1363, 815]
